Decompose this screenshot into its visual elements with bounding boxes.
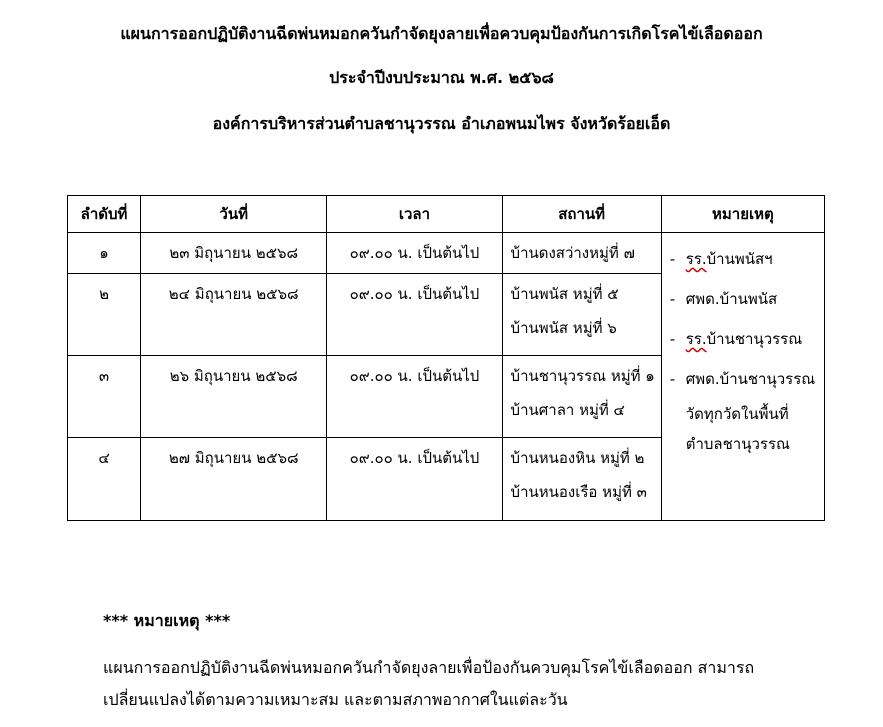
place-cell: บ้านหนองหิน หมู่ที่ ๒ บ้านหนองเรือ หมู่ที่ ๓: [502, 438, 661, 521]
date-cell: ๒๔ มิถุนายน ๒๕๖๘: [141, 274, 327, 356]
remarks-continuation: วัดทุกวัดในพื้นที่: [685, 405, 789, 423]
column-header-remarks: หมายเหตุ: [661, 196, 824, 233]
remarks-item: - ศพด.บ้านชานุวรรณ: [669, 370, 816, 388]
column-header-date: วันที่: [141, 196, 327, 233]
order-cell: ๒: [68, 274, 141, 356]
organization-heading: องค์การบริหารส่วนตำบลชานุวรรณ อำเภอพนมไพร จังหวัดร้อยเอ็ด: [212, 114, 671, 133]
remarks-item: - รร.บ้านพนัสฯ: [669, 250, 773, 268]
time-cell: ๐๙.๐๐ น. เป็นต้นไป: [327, 274, 502, 356]
order-cell: ๑: [68, 233, 141, 274]
table-header-row: [68, 196, 825, 233]
fiscal-year-heading: ประจำปีงบประมาณ พ.ศ. ๒๕๖๘: [329, 68, 554, 87]
schedule-table: [67, 195, 825, 521]
column-header-order: ลำดับที่: [68, 196, 141, 233]
order-cell: ๔: [68, 438, 141, 521]
date-cell: ๒๗ มิถุนายน ๒๕๖๘: [141, 438, 327, 521]
note-title: *** หมายเหตุ ***: [103, 611, 231, 630]
order-cell: ๓: [68, 356, 141, 438]
time-cell: ๐๙.๐๐ น. เป็นต้นไป: [327, 438, 502, 521]
remarks-cell: [661, 233, 824, 521]
document-title: แผนการออกปฏิบัติงานฉีดพ่นหมอกควันกำจัดยุงลายเพื่อควบคุมป้องกันการเกิดโรคไข้เลือดออก: [120, 24, 763, 43]
note-line: แผนการออกปฏิบัติงานฉีดพ่นหมอกควันกำจัดยุงลายเพื่อป้องกันควบคุมโรคไข้เลือดออก สามารถ: [103, 658, 755, 677]
remarks-item: - รร.บ้านชานุวรรณ: [669, 330, 803, 348]
table-row: [68, 233, 825, 274]
note-line: เปลี่ยนแปลงได้ตามความเหมาะสม และตามสภาพอากาศในแต่ละวัน: [103, 690, 568, 709]
date-cell: ๒๖ มิถุนายน ๒๕๖๘: [141, 356, 327, 438]
column-header-time: เวลา: [327, 196, 502, 233]
time-cell: ๐๙.๐๐ น. เป็นต้นไป: [327, 233, 502, 274]
remarks-item: - ศพด.บ้านพนัส: [669, 290, 778, 308]
note-body: [103, 652, 823, 716]
place-cell: บ้านดงสว่างหมู่ที่ ๗: [502, 233, 661, 274]
place-cell: บ้านชานุวรรณ หมู่ที่ ๑ บ้านศาลา หมู่ที่ ๔: [502, 356, 661, 438]
remarks-continuation: ตำบลชานุวรรณ: [685, 435, 790, 453]
column-header-place: สถานที่: [502, 196, 661, 233]
place-cell: บ้านพนัส หมู่ที่ ๕ บ้านพนัส หมู่ที่ ๖: [502, 274, 661, 356]
time-cell: ๐๙.๐๐ น. เป็นต้นไป: [327, 356, 502, 438]
date-cell: ๒๓ มิถุนายน ๒๕๖๘: [141, 233, 327, 274]
